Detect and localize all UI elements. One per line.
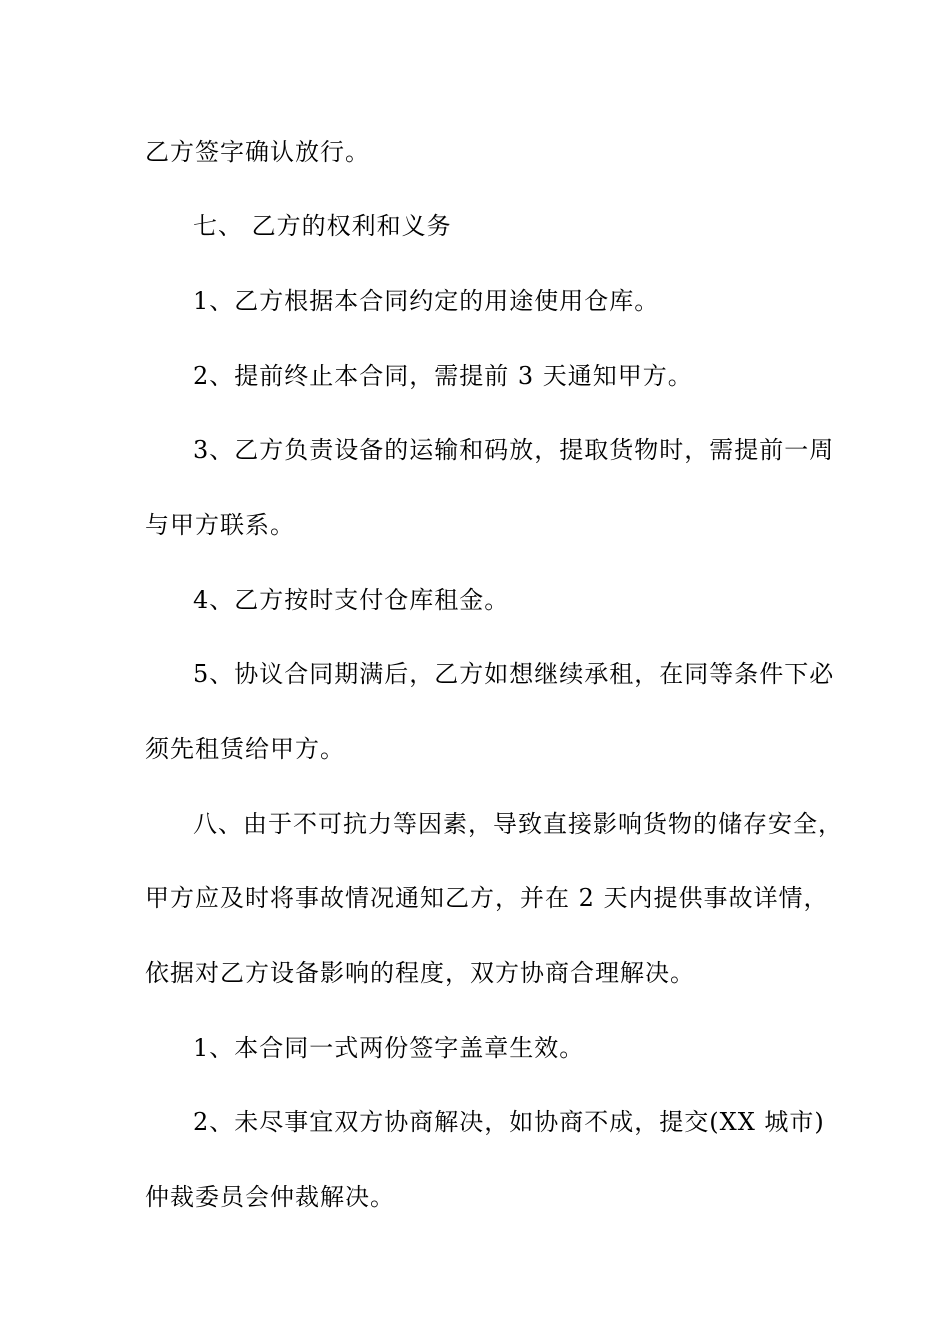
- section-heading: 八、由于不可抗力等因素，导致直接影响货物的储存安全，: [193, 810, 843, 838]
- paragraph-line: 2、未尽事宜双方协商解决，如协商不成，提交(XX 城市): [193, 1108, 825, 1136]
- paragraph-line: 依据对乙方设备影响的程度，双方协商合理解决。: [145, 959, 695, 987]
- paragraph-line: 乙方签字确认放行。: [145, 138, 370, 166]
- paragraph-line: 1、乙方根据本合同约定的用途使用仓库。: [193, 287, 660, 315]
- paragraph-line: 须先租赁给甲方。: [145, 735, 345, 763]
- paragraph-line: 1、本合同一式两份签字盖章生效。: [193, 1034, 585, 1062]
- paragraph-line: 3、乙方负责设备的运输和码放，提取货物时，需提前一周: [193, 436, 835, 464]
- paragraph-line: 与甲方联系。: [145, 511, 295, 539]
- paragraph-line: 5、协议合同期满后，乙方如想继续承租，在同等条件下必: [193, 660, 835, 688]
- section-heading: 七、 乙方的权利和义务: [193, 212, 452, 240]
- paragraph-line: 仲裁委员会仲裁解决。: [145, 1183, 395, 1211]
- paragraph-line: 2、提前终止本合同，需提前 3 天通知甲方。: [193, 362, 693, 390]
- paragraph-line: 4、乙方按时支付仓库租金。: [193, 586, 510, 614]
- paragraph-line: 甲方应及时将事故情况通知乙方，并在 2 天内提供事故详情，: [145, 884, 829, 912]
